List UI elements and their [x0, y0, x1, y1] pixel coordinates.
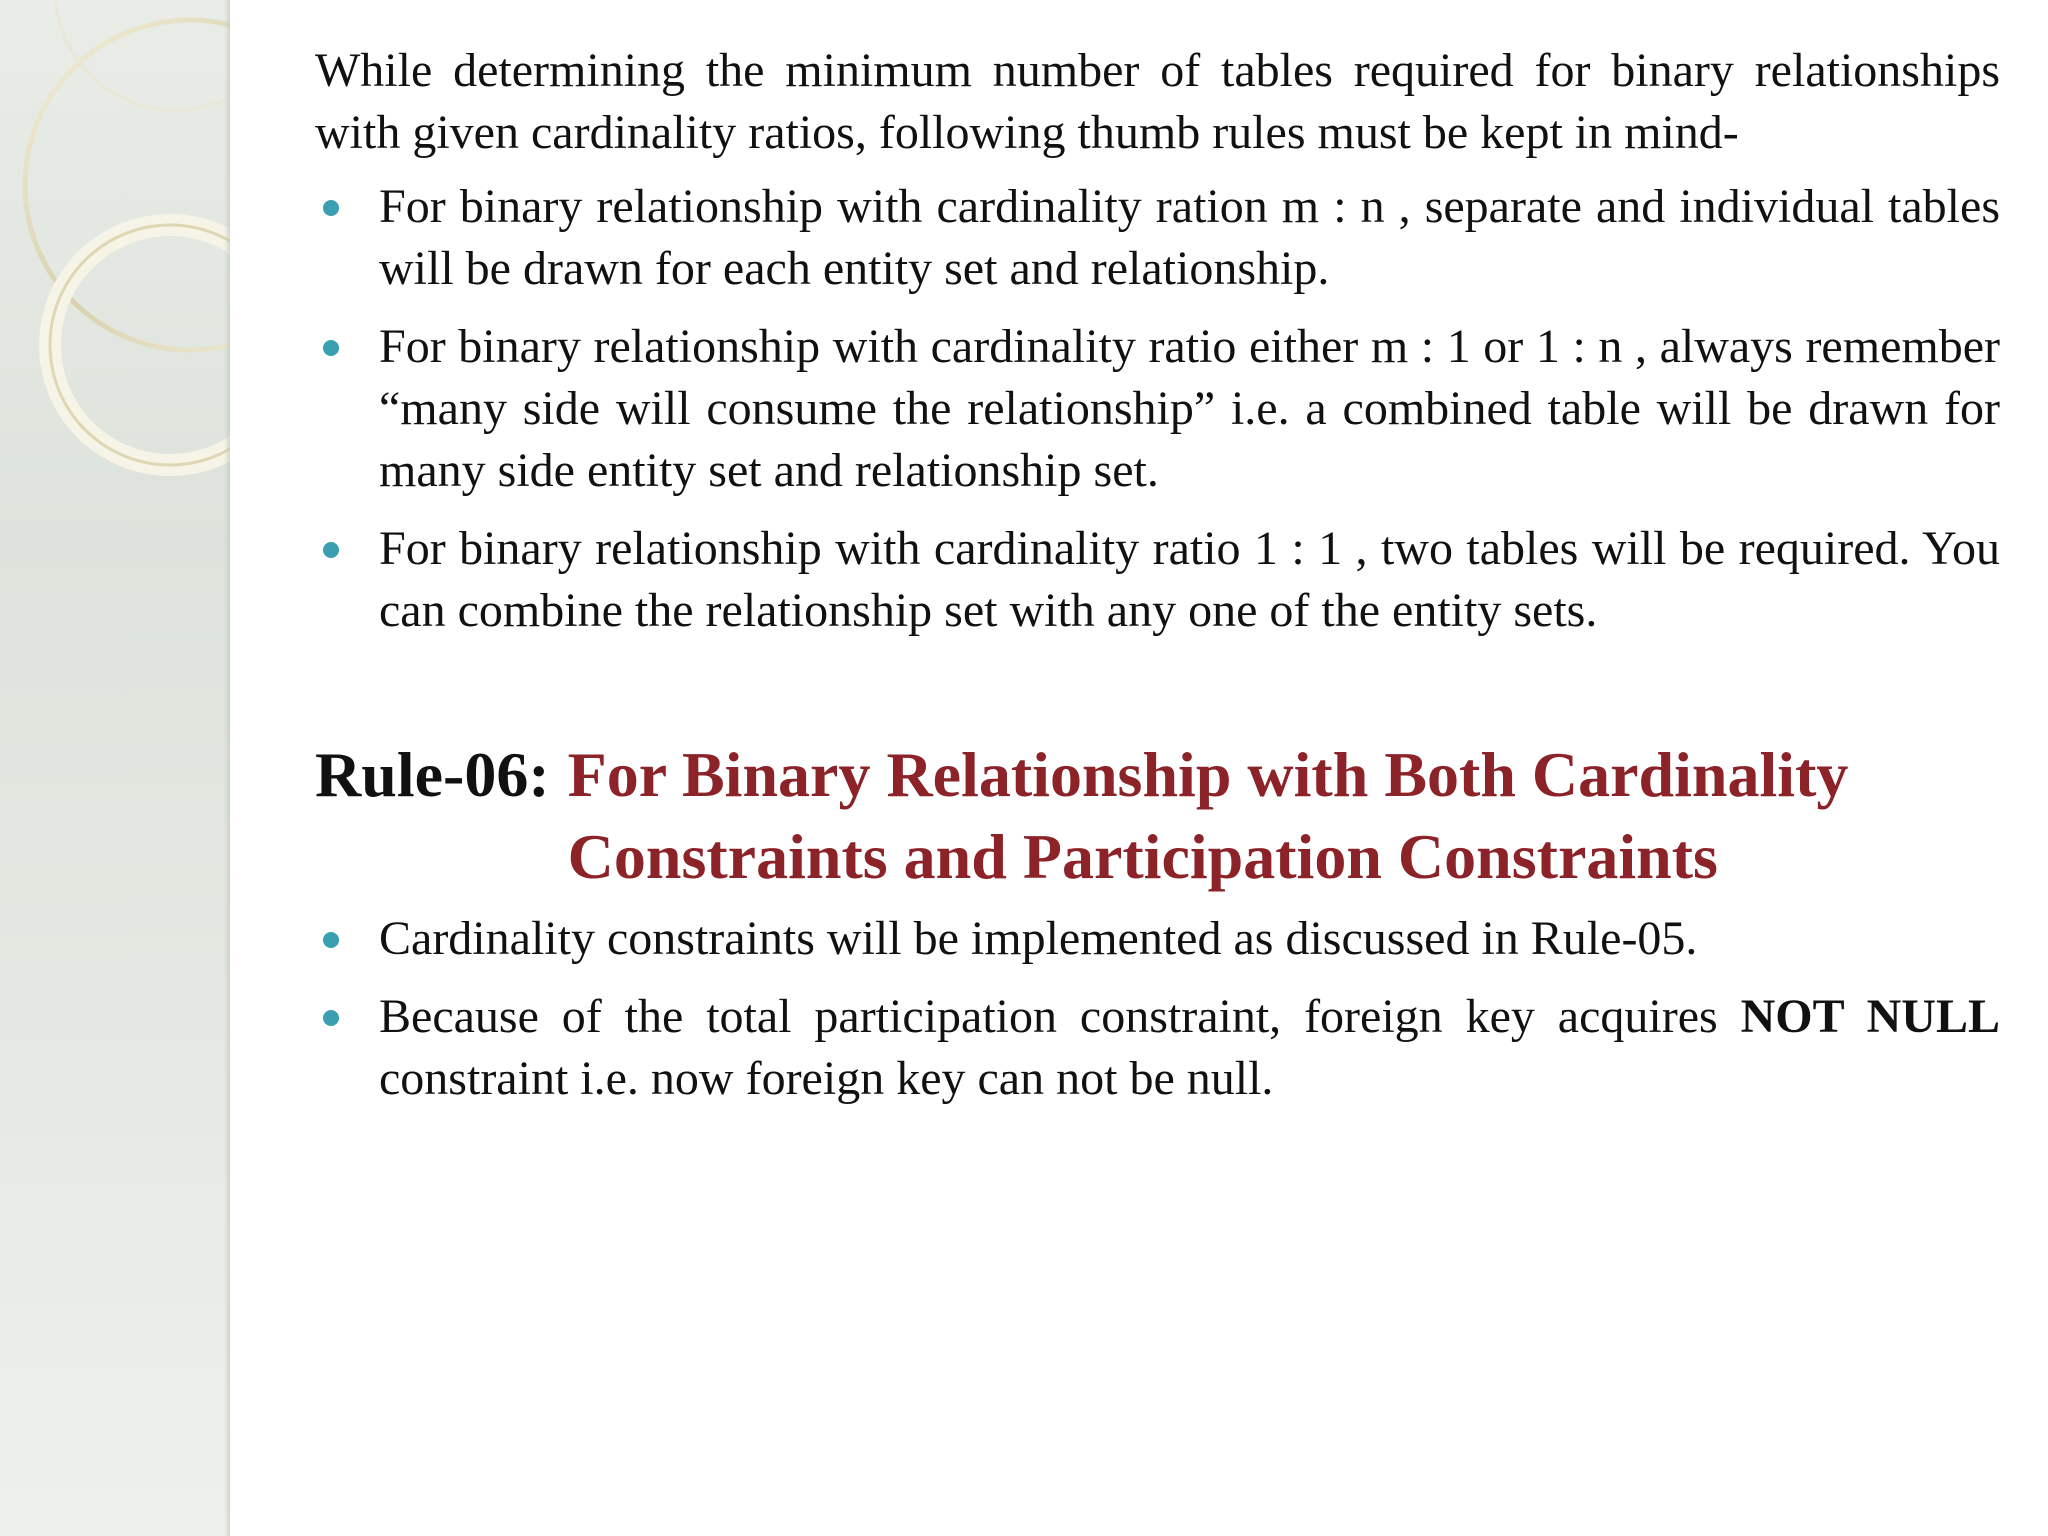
- bullet-text: For binary relationship with cardinality ratio 1 : 1 , two tables will be required. You can combine the relationship set with any one of the entity sets.: [379, 522, 2000, 637]
- bottom-bullet-list: [315, 908, 2000, 1110]
- list-item: [315, 908, 2000, 970]
- bullet-text: For binary relationship with cardinality ratio either m : 1 or 1 : n , always remember “many side will consume the relationship” i.e. a combined table will be drawn for many side entity set and relationship set.: [379, 320, 2000, 497]
- top-bullet-list: [315, 176, 2000, 642]
- not-null-keyword: NOT NULL: [1740, 990, 2000, 1043]
- rule-title: For Binary Relationship with Both Cardinality Constraints and Participation Constraints: [567, 739, 1849, 892]
- rule-heading: [315, 734, 2000, 898]
- rule-prefix: Rule-06:: [315, 739, 550, 810]
- list-item: [315, 176, 2000, 300]
- bullet-icon: [323, 340, 339, 356]
- top-ring: [55, 0, 230, 110]
- list-item: [315, 316, 2000, 502]
- decorative-sidebar: [0, 0, 230, 1536]
- bullet-text-part: Because of the total participation constraint, foreign key acquires: [379, 990, 1741, 1043]
- bullet-icon: [323, 542, 339, 558]
- intro-paragraph: While determining the minimum number of tables required for binary relationships with given cardinality ratios, following thumb rules must be kept in mind-: [315, 44, 2000, 159]
- bullet-text: Cardinality constraints will be implemented as discussed in Rule-05.: [379, 912, 1698, 965]
- bullet-icon: [323, 932, 339, 948]
- list-item: [315, 986, 2000, 1110]
- thick-ring: [50, 225, 230, 465]
- slide-content: [315, 40, 2000, 1126]
- decorative-rings: [0, 0, 230, 1536]
- bullet-icon: [323, 200, 339, 216]
- bullet-text: For binary relationship with cardinality ration m : n , separate and individual tables will be drawn for each entity set and relationship.: [379, 180, 2000, 295]
- list-item: [315, 518, 2000, 642]
- bullet-icon: [323, 1010, 339, 1026]
- bullet-text-part: constraint i.e. now foreign key can not be null.: [379, 1052, 1274, 1105]
